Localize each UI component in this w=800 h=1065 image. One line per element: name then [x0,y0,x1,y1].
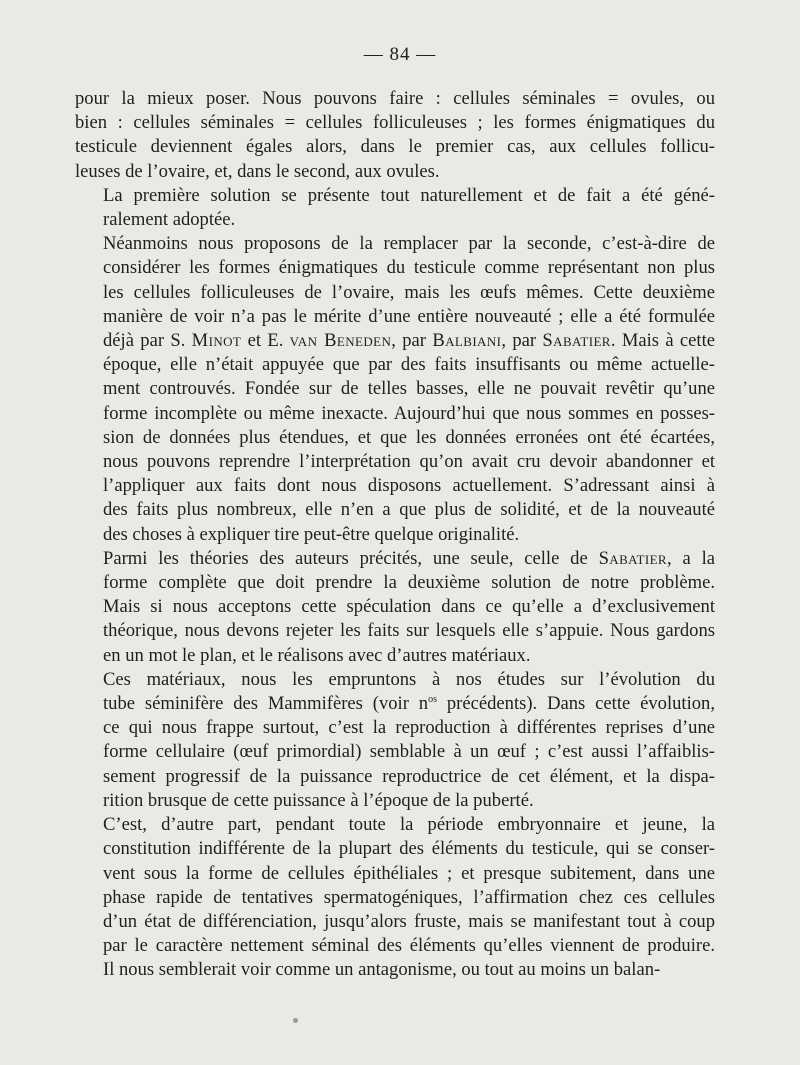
text-line: forme complète que doit prendre la deuxième solution de notre problème. [103,572,715,594]
paragraph [75,668,715,813]
text-line: des faits plus nombreux, elle n’en a que plus de solidité, et de la nouveauté [103,499,715,521]
text-line: Néanmoins nous proposons de la remplacer par la seconde, c’est-à-dire de [103,233,715,255]
text-line: phase rapide de tentatives spermatogéniques, l’affirmation chez ces cellules [103,886,715,908]
text-line: ce qui nous frappe surtout, c’est la reproduction à différentes reprises d’une [103,717,715,739]
text-line: Mais si nous acceptons cette spéculation dans ce qu’elle a d’exclusivement [103,596,715,618]
text-line: l’appliquer aux faits dont nous disposons actuellement. S’adressant ainsi à [103,475,715,497]
text-line: testicule deviennent égales alors, dans le premier cas, aux cellules follicu- [75,136,715,158]
text-line: rition brusque de cette puissance à l’époque de la puberté. [103,789,534,811]
text-line: en un mot le plan, et le réalisons avec d’autres matériaux. [103,644,531,666]
text-line: forme cellulaire (œuf primordial) semblable à un œuf ; c’est aussi l’affaiblis- [103,741,715,763]
page-number: — 84 — [363,44,437,65]
paragraph [75,232,715,547]
text-line: Ces matériaux, nous les empruntons à nos études sur l’évolution du [103,668,715,690]
text-line: Parmi les théories des auteurs précités, une seule, celle de Sabatier, a la [103,547,715,569]
text-line: des choses à expliquer tire peut-être quelque originalité. [103,523,520,545]
paragraph [75,813,715,982]
text-line: époque, elle n’était appuyée que par des faits insuffisants ou même actuelle- [103,354,715,376]
paragraph [75,547,715,668]
text-line: d’un état de différenciation, jusqu’alors fruste, mais se manifestant tout à coup [103,910,715,932]
text-line: vent sous la forme de cellules épithéliales ; et presque subitement, dans une [103,862,715,884]
text-line: sion de données plus étendues, et que les données erronées ont été écartées, [103,426,715,448]
text-line: La première solution se présente tout naturellement et de fait a été géné- [103,184,715,206]
text-line: C’est, d’autre part, pendant toute la période embryonnaire et jeune, la [103,814,715,836]
text-line: les cellules folliculeuses de l’ovaire, mais les œufs mêmes. Cette deuxième [103,281,715,303]
text-line: leuses de l’ovaire, et, dans le second, aux ovules. [75,160,440,182]
text-line: pour la mieux poser. Nous pouvons faire : cellules séminales = ovules, ou [75,88,715,109]
text-line: constitution indifférente de la plupart des éléments du testicule, qui se conser- [103,838,715,860]
text-line: manière de voir n’a pas le mérite d’une entière nouveauté ; elle a été formulée [103,305,715,327]
paragraph [75,184,715,232]
text-line: Il nous semblerait voir comme un antagonisme, ou tout au moins un balan- [103,959,661,981]
text-line: tube séminifère des Mammifères (voir $n^{os}$ précédents). Dans cette évolution, [103,693,715,715]
text-line: sement progressif de la puissance reproductrice de cet élément, et la dispa- [103,765,715,787]
text-line: forme incomplète ou même inexacte. Aujourd’hui que nous sommes en posses- [103,402,715,424]
text-line: théorique, nous devons rejeter les faits sur lesquels elle s’appuie. Nous gardons [103,620,715,642]
text-line: nous pouvons reprendre l’interprétation qu’on avait cru devoir abandonner et [103,451,715,473]
text-line: ment controuvés. Fondée sur de telles basses, elle ne pouvait revêtir qu’une [103,378,715,400]
text-line: considérer les formes énigmatiques du testicule comme représentant non plus [103,257,715,279]
paragraph [75,87,715,184]
text-line: bien : cellules séminales = cellules folliculeuses ; les formes énigmatiques du [75,112,715,134]
paper-speck [293,1018,298,1023]
text-line: déjà par S. Minot et E. van Beneden, par Balbiani, par Sabatier. Mais à cette [103,330,716,352]
text-line: ralement adoptée. [103,209,236,231]
body-text [75,87,715,983]
text-line: par le caractère nettement séminal des éléments qu’elles viennent de produire. [103,935,715,957]
